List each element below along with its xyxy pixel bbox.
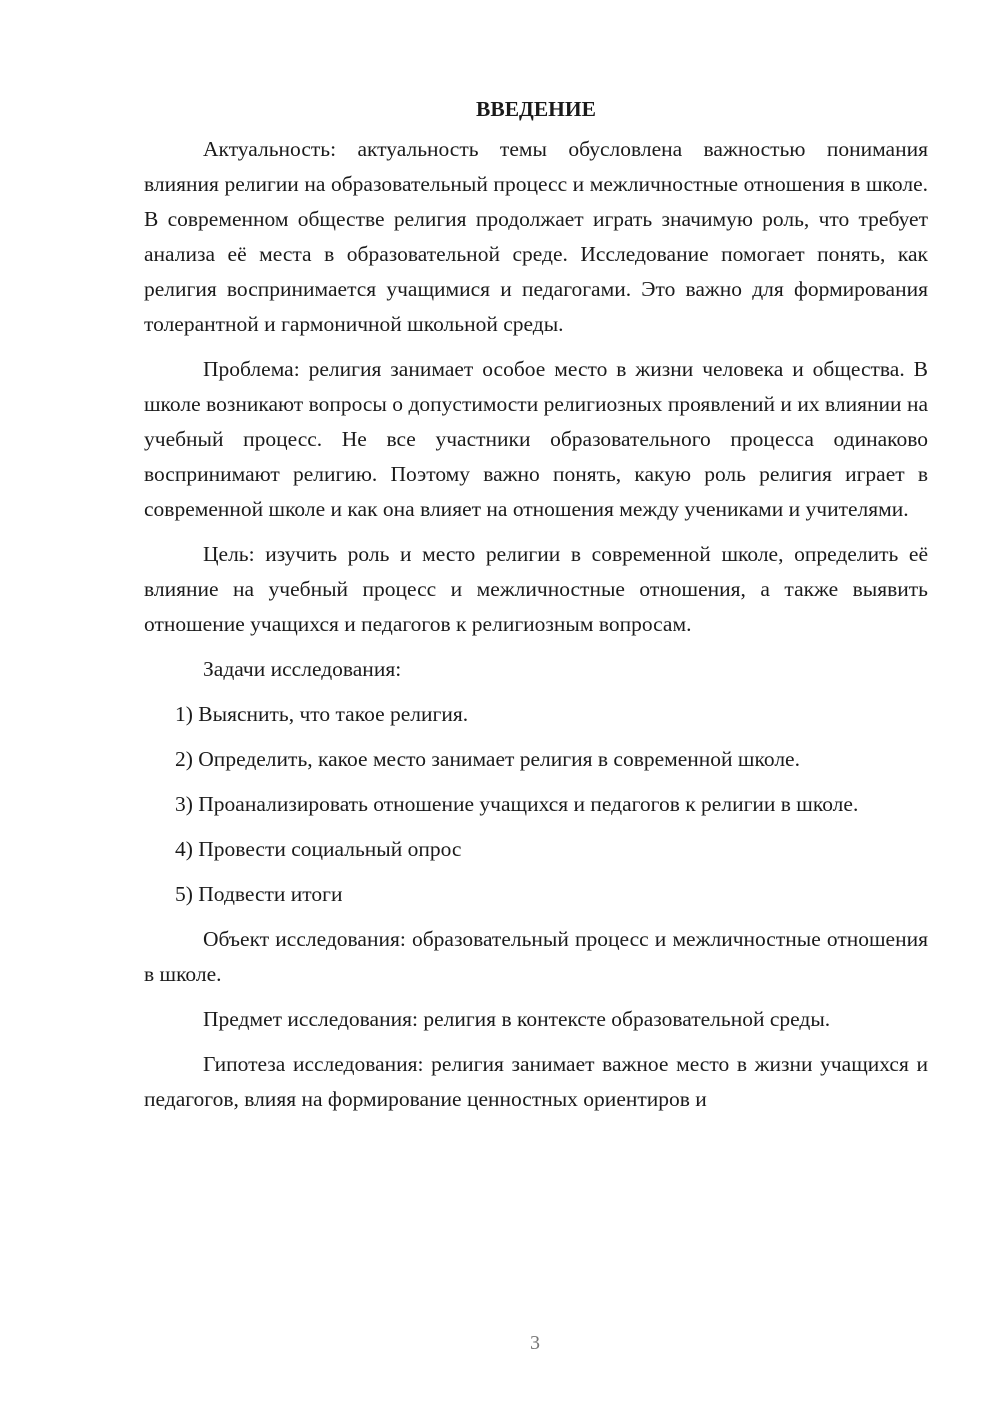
task-item-1: 1) Выяснить, что такое религия. bbox=[175, 702, 469, 726]
paragraph-hypothesis: Гипотеза исследования: религия занимает важное место в жизни учащихся и педагогов, влияя на формирование ценностных ориентиров и bbox=[144, 1052, 928, 1111]
task-item-4: 4) Провести социальный опрос bbox=[175, 837, 462, 861]
page-title: ВВЕДЕНИЕ bbox=[476, 97, 596, 121]
tasks-heading: Задачи исследования: bbox=[203, 657, 402, 681]
paragraph-problem: Проблема: религия занимает особое место в жизни человека и общества. В школе возникают вопросы о допустимости религиозных проявлений и их влиянии на учебный процесс. Не все участники образовательного процесса одинаково воспринимают религию. Поэтому важно понять, какую роль религия играет в современной школе и как она влияет на отношения между учениками и учителями. bbox=[144, 357, 928, 521]
task-item-5: 5) Подвести итоги bbox=[175, 882, 343, 906]
paragraph-relevance: Актуальность: актуальность темы обусловлена важностью понимания влияния религии на образовательный процесс и межличностные отношения в школе. В современном обществе религия продолжает играть значимую роль, что требует анализа её места в образовательной среде. Исследование помогает понять, как религия воспринимается учащимися и педагогами. Это важно для формирования толерантной и гармоничной школьной среды. bbox=[144, 137, 928, 336]
paragraph-subject: Предмет исследования: религия в контексте образовательной среды. bbox=[203, 1007, 831, 1031]
task-item-3: 3) Проанализировать отношение учащихся и педагогов к религии в школе. bbox=[175, 792, 859, 816]
paragraph-goal: Цель: изучить роль и место религии в современной школе, определить её влияние на учебный процесс и межличностные отношения, а также выявить отношение учащихся и педагогов к религиозным вопросам. bbox=[144, 542, 928, 636]
task-item-2: 2) Определить, какое место занимает религия в современной школе. bbox=[175, 747, 800, 771]
document-page bbox=[144, 92, 928, 1127]
paragraph-object: Объект исследования: образовательный процесс и межличностные отношения в школе. bbox=[144, 927, 928, 986]
page-number: 3 bbox=[530, 1332, 540, 1354]
